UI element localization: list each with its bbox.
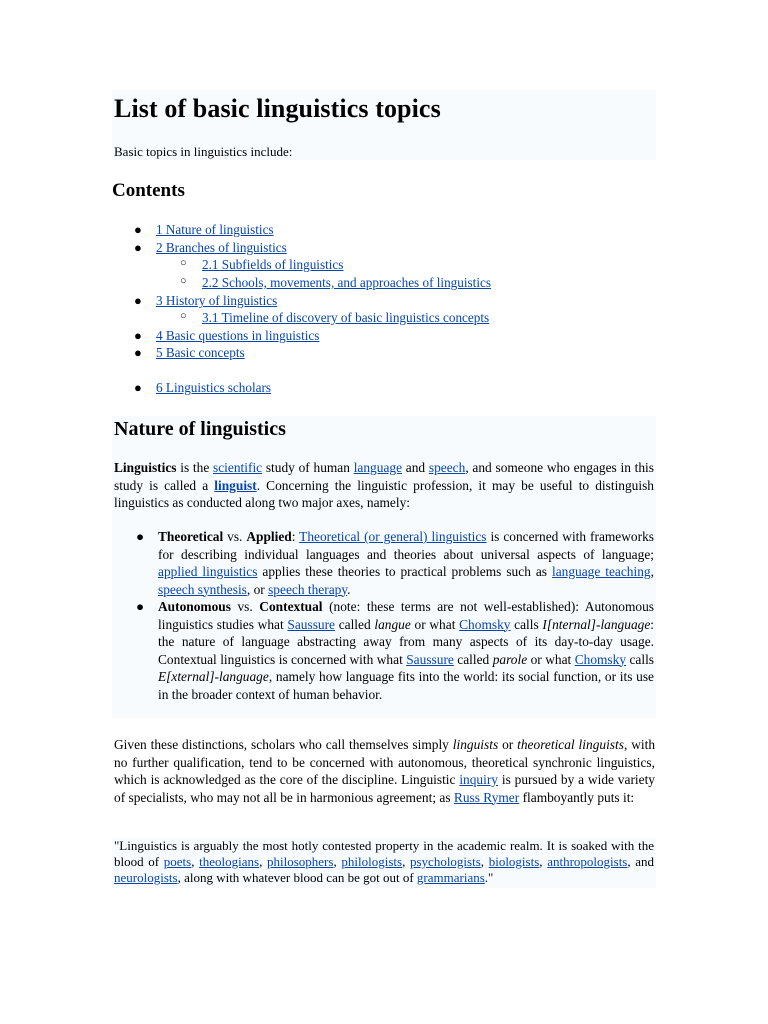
bullet-icon: ● [134,240,142,255]
toc-link-branches[interactable]: 2 Branches of linguistics [156,240,287,255]
toc-link-history[interactable]: 3 History of linguistics [156,293,278,308]
link-language[interactable]: language [353,460,403,475]
text: applies these theories to practical problems such as [257,564,552,579]
link-neurologists[interactable]: neurologists [114,870,178,885]
term-i-language: I[nternal]-language [542,616,651,632]
term-parole: parole [492,651,528,667]
toc-link-questions[interactable]: 4 Basic questions in linguistics [156,328,320,343]
link-theologians[interactable]: theologians [199,854,260,869]
link-inquiry[interactable]: inquiry [459,772,498,787]
quote-text [114,838,654,886]
toc-item [134,293,278,309]
text: , [539,854,548,869]
toc-link-scholars[interactable]: 6 Linguistics scholars [156,380,272,395]
text: calls [626,651,655,667]
text: Given these distinctions, scholars who call themselves simply [114,737,453,752]
text: is the [176,460,214,475]
text: , along with whatever blood can be got out of [177,870,417,885]
text: , namely how language fits into the world: its social function, or its use in the broader context of human behavior. [158,669,654,702]
text: , [333,854,342,869]
link-applied-linguistics[interactable]: applied linguistics [158,564,258,579]
bullet-icon: ● [134,345,142,360]
toc-item [134,380,272,396]
link-philosophers[interactable]: philosophers [267,854,334,869]
circle-bullet-icon: ○ [180,257,187,269]
term-theoretical: Theoretical [158,529,224,544]
toc-item [180,310,490,326]
link-speech-synthesis[interactable]: speech synthesis [158,581,247,597]
link-saussure[interactable]: Saussure [287,616,335,632]
paragraph-distinctions [114,736,655,806]
term-linguistics: Linguistics [114,460,177,475]
bullet-icon: ● [134,293,142,308]
text: "Linguistics is arguably the most hotly contested property in the academic realm. It is soaked with the blood of [114,838,654,869]
title-block [112,90,656,160]
text: (note: these terms are not well-established): Autonomous linguistics studies what [158,599,654,632]
axes-list [136,528,655,703]
circle-bullet-icon: ○ [180,310,187,322]
text: , [402,854,410,869]
term-langue: langue [374,616,411,632]
link-russ-rymer[interactable]: Russ Rymer [453,789,520,805]
text: is pursued by a wide variety of specialists, who may not all be in harmonious agreement; as [114,772,655,805]
text: , with no further qualification, tend to be concerned with autonomous, theoretical synchronic linguistics, which is acknowledged as the core of the discipline. Linguistic [114,737,656,787]
text: called [335,616,375,632]
text: ." [484,870,494,885]
term-linguists: linguists [452,737,499,752]
text: study of human [262,460,354,475]
toc-link-schools[interactable]: 2.2 Schools, movements, and approaches of linguistics [202,275,491,290]
link-poets[interactable]: poets [163,854,192,869]
toc-item [134,240,287,256]
term-autonomous: Autonomous [158,599,231,614]
link-psychologists[interactable]: psychologists [409,854,481,869]
toc-item [134,222,274,238]
bullet-icon: ● [134,328,142,343]
text: vs. [230,599,260,614]
text: called [453,651,493,667]
text: , and someone who engages in this study is called a [114,460,654,493]
text: , and [627,854,655,869]
link-anthropologists[interactable]: anthropologists [547,854,628,869]
text: or [498,737,518,752]
text: flamboyantly puts it: [519,789,635,805]
intro-text: Basic topics in linguistics include: [114,144,293,159]
text: or what [527,651,575,667]
text: , or [246,581,269,597]
link-grammarians[interactable]: grammarians [416,870,485,885]
term-applied: Applied [246,529,292,544]
link-chomsky-2[interactable]: Chomsky [574,651,627,667]
toc-link-subfields[interactable]: 2.1 Subfields of linguistics [202,257,344,272]
link-language-teaching[interactable]: language teaching [551,564,651,579]
text: . Concerning the linguistic profession, it may be useful to distinguish linguistics as conducted along two major axes, namely: [114,477,655,510]
toc-link-timeline[interactable]: 3.1 Timeline of discovery of basic linguistics concepts [202,310,490,325]
text: vs. [223,529,247,544]
text: , [480,854,489,869]
bullet-icon: ● [134,222,142,237]
text: : [291,529,300,544]
text: . [347,581,351,597]
contents-heading: Contents [112,180,185,201]
link-theoretical-linguistics[interactable]: Theoretical (or general) linguistics [299,529,487,544]
paragraph-definition [114,459,654,512]
toc-link-concepts[interactable]: 5 Basic concepts [156,345,245,360]
list-item-autonomous-contextual [136,598,655,703]
link-speech[interactable]: speech [428,460,466,475]
link-philologists[interactable]: philologists [341,854,403,869]
bullet-icon: ● [134,380,142,395]
list-item-theoretical-applied [136,528,654,598]
text: , [650,564,654,579]
circle-bullet-icon: ○ [180,275,187,287]
link-biologists[interactable]: biologists [488,854,540,869]
toc-item [134,328,320,344]
nature-section [112,416,656,718]
term-contextual: Contextual [259,599,323,614]
toc-item [134,345,245,361]
text: calls [510,616,543,632]
text: , [191,854,200,869]
section-heading-nature: Nature of linguistics [114,418,286,440]
term-e-language: E[xternal]-language [158,669,269,684]
text: , [259,854,267,869]
link-saussure-2[interactable]: Saussure [406,651,454,667]
quote-block [112,838,656,888]
text: : the nature of language abstracting away from many aspects of its day-to-day usage. Contextual linguistics is concerned with what [158,616,655,667]
link-chomsky[interactable]: Chomsky [459,616,511,632]
link-scientific[interactable]: scientific [213,460,263,475]
text: is concerned with frameworks for describing individual languages and theories about universal aspects of language; [158,529,654,562]
toc-item [180,257,344,273]
toc-link-nature[interactable]: 1 Nature of linguistics [156,222,274,237]
link-linguist[interactable]: linguist [214,477,257,493]
toc-item [180,275,491,291]
page-title: List of basic linguistics topics [114,94,441,123]
bullet-icon: ● [136,529,145,544]
bullet-icon: ● [136,599,145,614]
text: and [402,460,429,475]
link-speech-therapy[interactable]: speech therapy [268,581,348,597]
term-theoretical-linguists: theoretical linguists [517,737,624,752]
text: or what [410,616,460,632]
